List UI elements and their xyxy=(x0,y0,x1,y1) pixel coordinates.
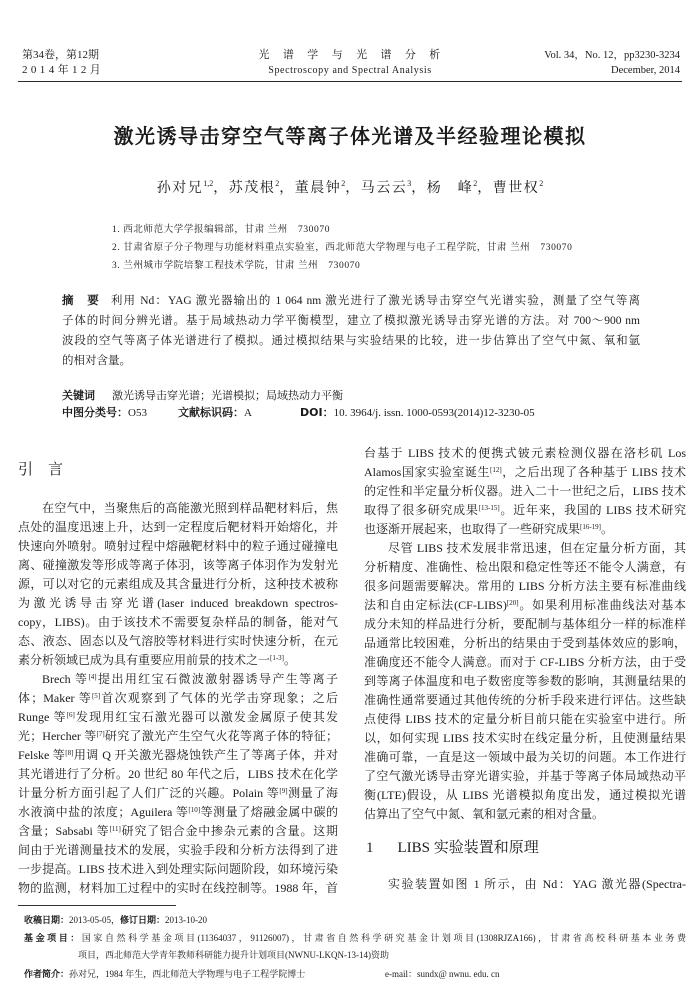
text-line: 实验装置如图 1 所示，由 Nd：YAG 激光器(Spectra- xyxy=(388,877,686,891)
text-span: 水液滴中盐的浓度；Aguilera 等 xyxy=(18,805,189,819)
funding-label: 基金项目： xyxy=(24,934,82,944)
citation-ref: [11] xyxy=(109,825,121,833)
author-separator: ， xyxy=(345,181,361,196)
text-line: 点使得 LIBS 技术的定量分析目前只能在实验室中进行。所 xyxy=(364,712,686,726)
author-name: 董晨钟 xyxy=(294,181,342,196)
text-line xyxy=(18,708,338,727)
text-line: 态、液态、固态以及气溶胶等材料进行实时快速分析，在元 xyxy=(18,634,338,648)
text-line: 离、碰撞激发等形成等离子体羽，该等离子体羽作为发射光 xyxy=(18,558,338,572)
revised-label: 修订日期： xyxy=(120,916,166,926)
citation-ref: [16-19] xyxy=(580,523,602,531)
text-line: 估算出了空气中氮、氧和氩元素的相对含量。 xyxy=(364,807,605,821)
text-span: 测量了海 xyxy=(287,786,338,800)
text-line xyxy=(18,746,338,765)
author-list xyxy=(0,179,700,199)
doi-value: 10. 3964/j. issn. 1000-0593(2014)12-3230-05 xyxy=(333,407,535,419)
text-line: 在空气中，当聚焦后的高能激光照到样品靶材料后，焦 xyxy=(42,501,338,515)
text-line xyxy=(364,520,686,539)
author-affiliation-mark: 2 xyxy=(539,179,544,188)
journal-name-en: Spectroscopy and Spectral Analysis xyxy=(268,65,432,76)
author-bio-label: 作者简介： xyxy=(24,970,70,980)
text-span: 取得了很多研究成果 xyxy=(364,503,479,517)
doi-label: DOI： xyxy=(300,406,334,419)
document-code xyxy=(178,405,300,421)
clc-code xyxy=(62,405,178,421)
text-line: 以，如何实现 LIBS 技术实时在线定量分析，且使测量结果 xyxy=(364,731,686,745)
text-span: 含量；Sabsabi 等 xyxy=(18,824,110,838)
text-line xyxy=(18,670,338,689)
author-email: e-mail：sundx@ nwnu. edu. cn xyxy=(385,969,500,979)
abstract-text: 利用 Nd：YAG 激光器输出的 1 064 nm 激光进行了激光诱导击穿空气光谱实验，测量了空气等离 xyxy=(110,295,641,307)
header-rule xyxy=(18,81,682,82)
affiliation-list xyxy=(112,221,572,275)
author-name: 马云云 xyxy=(360,181,408,196)
text-span: Brech 等 xyxy=(42,672,89,686)
keywords-text: 激光诱导击穿光谱；光谱模拟；局域热动力平衡 xyxy=(112,390,343,402)
citation-ref: [9] xyxy=(279,787,288,795)
author-separator: ， xyxy=(411,181,427,196)
text-line: 为激光诱导击穿光谱(laser induced breakdown spectros- xyxy=(18,596,338,610)
citation-ref: [8] xyxy=(65,749,74,757)
text-span: 研究了铝合金中掺杂元素的含量。这期 xyxy=(120,824,338,838)
citation-ref: [4] xyxy=(88,673,97,681)
author-affiliation-mark: 2 xyxy=(341,179,346,188)
citation-ref: [10] xyxy=(188,806,201,814)
text-line: 分析精度、准确性、检出限和稳定性等还不能令人满意，有 xyxy=(364,560,686,574)
text-span: 发现用红宝石激光器可以激发金属原子使其发 xyxy=(74,710,338,724)
author-affiliation-mark: 3 xyxy=(407,179,412,188)
funding-continued: 项目，西北师范大学青年教师科研能力提升计划项目(NWNU-LKQN-13-14)资助 xyxy=(78,950,389,960)
text-line: 准确可靠，一直是这一领域中最为关切的问题。本工作进行 xyxy=(364,750,686,764)
text-line xyxy=(18,651,338,670)
header-right xyxy=(544,48,680,78)
text-line: 衡(LTE)假设，从 LIBS 光谱模拟角度出发，通过模拟光谱 xyxy=(364,788,686,802)
abstract xyxy=(62,290,640,371)
document-code-value: A xyxy=(244,407,252,419)
text-line: 品通常比较困难，分析出的结果由于受到基体效应的影响， xyxy=(364,636,686,650)
text-line: 快速向外喷射。喷射过程中熔融靶材料中的粒子通过碰撞电 xyxy=(18,539,338,553)
text-span: 。近年来，我国的 LIBS 技术研究 xyxy=(499,503,686,517)
text-line: 成分未知的样品进行分析，要配制与基体组分一样的标准样 xyxy=(364,617,686,631)
text-line: 到等离子体温度和电子数密度等参数的影响，其测量结果的 xyxy=(364,674,686,688)
abstract-line: 子体的时间分辨光谱。基于局域热动力学平衡模型，建立了模拟激光诱导击穿光谱的方法。对 700～900 nm xyxy=(62,315,640,327)
author-affiliation-mark: 2 xyxy=(275,179,280,188)
publication-date-cn: 2014年12月 xyxy=(22,64,105,76)
journal-name-cn: 光 谱 学 与 光 谱 分 析 xyxy=(258,49,442,61)
author-name: 曹世权 xyxy=(492,181,540,196)
text-line: 点处的温度迅速上升，达到一定程度后靶材料开始熔化，并 xyxy=(18,520,338,534)
text-line: 间由于光谱测量技术的发展，实验手段和分析方法得到了进 xyxy=(18,843,338,857)
author-separator: ， xyxy=(279,181,295,196)
author-bio-text: 孙对兄，1984 年生，西北师范大学物理与电子工程学院博士 xyxy=(69,969,306,979)
text-line: 台基于 LIBS 技术的便携式铍元素检测仪器在洛杉矶 Los xyxy=(364,446,686,460)
text-line xyxy=(18,689,338,708)
text-span: 计量分析方面引起了人们广泛的兴趣。Polain 等 xyxy=(18,786,280,800)
intro-right-column xyxy=(364,444,686,824)
text-span: 首次观察到了气体的光学击穿现象；之后 xyxy=(100,691,338,705)
text-span: Alamos国家实验室诞生 xyxy=(364,465,491,479)
text-span: 体；Maker 等 xyxy=(18,691,92,705)
text-line xyxy=(18,727,338,746)
text-line: 一步提高。LIBS 技术进入到处理实际问题阶段，如环境污染 xyxy=(18,862,338,876)
paper-title: 激光诱导击穿空气等离子体光谱及半经验理论模拟 xyxy=(113,124,587,148)
classification-row xyxy=(62,405,535,421)
text-span: 素分析领域已成为具有重要应用前景的技术之一 xyxy=(18,653,271,667)
author-separator: ， xyxy=(213,181,229,196)
funding-text: 国家自然科学基金项目(11364037，91126007)，甘肃省自然科学研究基金计划项目(1308RJZA166)，甘肃省高校科研基本业务费 xyxy=(81,933,686,943)
citation-ref: [5] xyxy=(91,692,101,700)
text-span: 。 xyxy=(284,653,297,667)
volume-issue: 第34卷，第12期 xyxy=(22,49,99,61)
affiliation: 1. 西北师范大学学报编辑部，甘肃 兰州 730070 xyxy=(112,225,331,235)
citation-ref: [13-15] xyxy=(478,504,500,512)
citation-ref: [1-3] xyxy=(270,654,285,662)
section-title: LIBS 实验装置和原理 xyxy=(397,840,539,856)
author-separator: ， xyxy=(477,181,493,196)
text-span: 光；Hercher 等 xyxy=(18,729,97,743)
section-body xyxy=(364,875,686,894)
text-span: ，之后出现了各种基于 LIBS 技术 xyxy=(501,465,686,479)
text-span: Runge 等 xyxy=(18,710,67,724)
author-affiliation-mark: 1,2 xyxy=(203,179,214,188)
text-span: 。 xyxy=(601,522,614,536)
text-line xyxy=(18,803,338,822)
text-span: 用调 Q 开关激光器烧蚀铁产生了等离子体，并对 xyxy=(73,748,338,762)
clc-label: 中图分类号： xyxy=(62,406,128,419)
text-line: 了空气激光诱导击穿光谱实验，并基于等离子体局域热动平 xyxy=(364,769,686,783)
text-line xyxy=(18,784,338,803)
text-line: 源，可以对它的元素组成及其含量进行分析，这种技术被称 xyxy=(18,577,338,591)
abstract-line xyxy=(62,290,640,311)
citation-ref: [12] xyxy=(490,466,502,474)
doi xyxy=(300,407,535,419)
header-left xyxy=(22,48,104,78)
author-name: 孙对兄 xyxy=(156,181,204,196)
citation-ref: [20] xyxy=(506,599,519,607)
text-line: 物的监测，材料加工过程中的实时在线控制等。1988 年，首 xyxy=(18,881,338,895)
footnote-rule xyxy=(18,905,176,906)
text-line: 的定性和半定量分析仪器。进入二十一世纪之后，LIBS 技术 xyxy=(364,484,686,498)
text-span: 法和自由定标法(CF-LIBS) xyxy=(364,598,507,612)
text-line: 尽管 LIBS 技术发展非常迅速，但在定量分析方面，其 xyxy=(388,541,686,555)
text-span: 研究了激光产生空气火花等离子体的特征； xyxy=(104,729,338,743)
author-name: 苏茂根 xyxy=(228,181,276,196)
abstract-line: 的相对含量。 xyxy=(62,355,131,367)
text-span: 提出用红宝石微波激射器诱导产生等离子 xyxy=(96,672,338,686)
text-line xyxy=(364,463,686,482)
header-center xyxy=(230,48,470,78)
section-number: 1 xyxy=(366,840,374,856)
intro-heading: 引 言 xyxy=(18,462,64,478)
text-span: 也逐渐开展起来，也取得了一些研究成果 xyxy=(364,522,581,536)
author-bio xyxy=(24,966,305,983)
intro-left-column xyxy=(18,499,338,898)
publication-date-en: December, 2014 xyxy=(611,65,680,76)
affiliation: 2. 甘肃省原子分子物理与功能材料重点实验室，西北师范大学物理与电子工程学院，甘肃 兰州 730070 xyxy=(112,243,573,253)
clc-value: O53 xyxy=(128,407,147,419)
text-span: 等测量了熔融金属中碳的 xyxy=(200,805,338,819)
citation-ref: [6] xyxy=(66,711,75,719)
text-line: 准确性通常要通过其他传统的分析手段来进行评估。这些缺 xyxy=(364,693,686,707)
text-line: 准确度还不能令人满意。而对于 CF-LIBS 分析方法，由于受 xyxy=(364,655,686,669)
keywords xyxy=(62,388,343,404)
abstract-line: 波段的空气等离子体光谱进行了模拟。通过模拟结果与实验结果的比较，进一步估算出了空气中氮、氧和氩 xyxy=(62,335,640,347)
text-line xyxy=(364,501,686,520)
section-heading xyxy=(366,838,539,858)
text-line: 其光谱进行了分析。20 世纪 80 年代之后，LIBS 技术在化学 xyxy=(18,767,338,781)
text-span: 。如果利用标准曲线法对基本 xyxy=(518,598,686,612)
funding xyxy=(24,930,686,947)
volume-pages-en: Vol. 34，No. 12，pp3230-3234 xyxy=(544,50,680,61)
citation-ref: [7] xyxy=(96,730,105,738)
abstract-label: 摘 要 xyxy=(62,293,100,307)
author-name: 杨 峰 xyxy=(426,181,474,196)
text-line xyxy=(18,822,338,841)
text-line: 很多问题需要解决。常用的 LIBS 分析方法主要有标准曲线 xyxy=(364,579,686,593)
received-date: 2013-05-05， xyxy=(69,915,121,925)
document-code-label: 文献标识码： xyxy=(178,406,244,419)
text-span: Felske 等 xyxy=(18,748,66,762)
text-line: copy，LIBS)。由于该技术不需要复杂样品的制备，能对气 xyxy=(18,615,338,629)
keywords-label: 关键词 xyxy=(62,389,95,402)
author-affiliation-mark: 2 xyxy=(473,179,478,188)
received-label: 收稿日期： xyxy=(24,916,70,926)
received-dates xyxy=(24,912,207,929)
affiliation: 3. 兰州城市学院培黎工程技术学院，甘肃 兰州 730070 xyxy=(112,261,361,271)
revised-date: 2013-10-20 xyxy=(165,915,208,925)
text-line xyxy=(364,596,686,615)
